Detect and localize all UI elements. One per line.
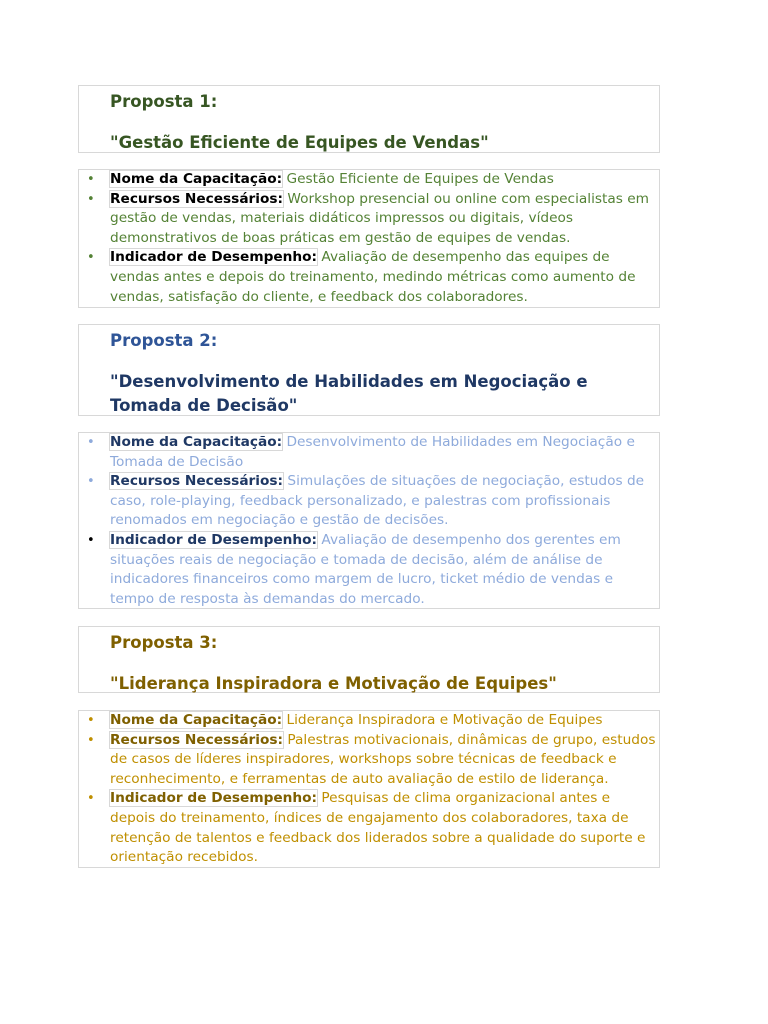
bullet-icon: • (87, 713, 95, 728)
proposal-3-header (78, 626, 660, 693)
item-value: Liderança Inspiradora e Motivação de Equipes (286, 712, 603, 728)
item-value: Palestras motivacionais, dinâmicas de grupo, estudos de casos de líderes inspiradores, workshops sobre técnicas de feedback e reconhecimento, e ferramentas de auto avaliação de estilo de liderança. (110, 731, 656, 787)
item-label: Recursos Necessários: (110, 731, 284, 748)
bullet-icon: • (87, 250, 95, 266)
list-item (79, 433, 659, 472)
list-item (79, 248, 659, 307)
item-label: Nome da Capacitação: (110, 171, 283, 187)
bullet-icon: • (87, 474, 95, 490)
bullet-icon: • (87, 172, 95, 187)
bullet-icon: • (87, 791, 95, 807)
proposal-2-title: "Desenvolvimento de Habilidades em Negociação e Tomada de Decisão" (110, 372, 588, 415)
list-item (79, 789, 659, 867)
item-label: Indicador de Desempenho: (110, 249, 318, 266)
bullet-icon: • (87, 732, 95, 748)
bullet-icon: • (87, 532, 95, 548)
item-value: Pesquisas de clima organizacional antes e depois do treinamento, índices de engajamento dos colaboradores, taxa de retenção de talentos e feedback dos liderados sobre a qualidade do suporte e orientação recebidos. (110, 790, 646, 866)
list-item (79, 190, 659, 249)
proposal-3-title: "Liderança Inspiradora e Motivação de Equipes" (110, 674, 557, 693)
proposal-2-heading: Proposta 2: (110, 331, 218, 350)
item-value: Simulações de situações de negociação, estudos de caso, role-playing, feedback personalizado, e palestras com profissionais renomados em negociação e gestão de decisões. (110, 473, 645, 529)
item-label: Nome da Capacitação: (110, 712, 283, 728)
proposal-1-title: "Gestão Eficiente de Equipes de Vendas" (110, 133, 489, 152)
proposal-2-header (78, 324, 660, 416)
list-item (79, 170, 659, 190)
item-value: Desenvolvimento de Habilidades em Negociação e Tomada de Decisão (110, 434, 635, 470)
proposal-2-details (78, 432, 660, 609)
item-label: Indicador de Desempenho: (110, 790, 318, 807)
item-label: Recursos Necessários: (110, 473, 284, 490)
list-item (79, 472, 659, 531)
list-item (79, 711, 659, 731)
item-value: Avaliação de desempenho das equipes de vendas antes e depois do treinamento, medindo métricas como aumento de vendas, satisfação do cliente, e feedback dos colaboradores. (110, 249, 636, 305)
list-item (79, 531, 659, 609)
bullet-icon: • (87, 435, 95, 450)
proposal-1-details (78, 169, 660, 308)
proposal-1-header (78, 85, 660, 153)
list-item (79, 731, 659, 790)
item-label: Indicador de Desempenho: (110, 531, 318, 548)
item-value: Workshop presencial ou online com especialistas em gestão de vendas, materiais didáticos impressos ou digitais, vídeos demonstrativos de boas práticas em gestão de equipes de vendas. (110, 190, 649, 246)
proposal-1-heading: Proposta 1: (110, 92, 218, 111)
proposal-3-heading: Proposta 3: (110, 633, 218, 652)
item-value: Avaliação de desempenho dos gerentes em situações reais de negociação e tomada de decisão, além de análise de indicadores financeiros como margem de lucro, ticket médio de vendas e tempo de resposta às demandas do mercado. (110, 531, 621, 607)
item-value: Gestão Eficiente de Equipes de Vendas (286, 171, 554, 187)
bullet-icon: • (87, 191, 95, 207)
item-label: Recursos Necessários: (110, 190, 284, 207)
proposal-3-details (78, 710, 660, 868)
item-label: Nome da Capacitação: (110, 434, 283, 450)
